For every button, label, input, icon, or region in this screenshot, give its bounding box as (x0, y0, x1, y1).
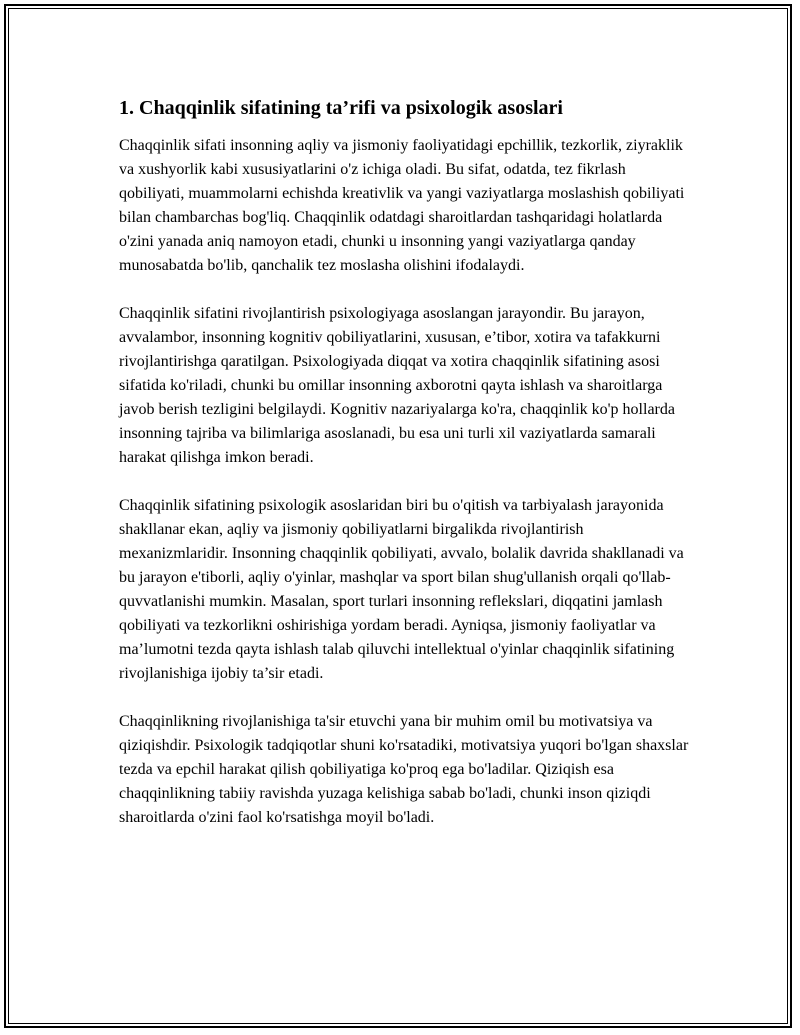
paragraph-2: Chaqqinlik sifatini rivojlantirish psixologiyaga asoslangan jarayondir. Bu jarayon, avvalambor, insonning kognitiv qobiliyatlarini, xususan, e’tibor, xotira va tafakkurni rivojlantirishga qaratilgan. Psixologiyada diqqat va xotira chaqqinlik sifatining asosi sifatida ko'riladi, chunki bu omillar insonning axborotni qayta ishlash va sharoitlarga javob berish tezligini belgilaydi. Kognitiv nazariyalarga ko'ra, chaqqinlik ko'p hollarda insonning tajriba va bilimlariga asoslanadi, bu esa uni turli xil vaziyatlarda samarali harakat qilishga imkon beradi. (119, 305, 675, 466)
paragraph-4: Chaqqinlikning rivojlanishiga ta'sir etuvchi yana bir muhim omil bu motivatsiya va qiziqishdir. Psixologik tadqiqotlar shuni ko'rsatadiki, motivatsiya yuqori bo'lgan shaxslar tezda va epchil harakat qilish qobiliyatiga ko'proq ega bo'ladilar. Qiziqish esa chaqqinlikning tabiiy ravishda yuzaga kelishiga sabab bo'ladi, chunki inson qiziqdi sharoitlarda o'zini faol ko'rsatishga moyil bo'ladi. (119, 713, 689, 826)
paragraph-3: Chaqqinlik sifatining psixologik asoslaridan biri bu o'qitish va tarbiyalash jarayonida shakllanar ekan, aqliy va jismoniy qobiliyatlarni birgalikda rivojlantirish mexanizmlaridir. Insonning chaqqinlik qobiliyati, avvalo, bolalik davrida shakllanadi va bu jarayon e'tiborli, aqliy o'yinlar, mashqlar va sport bilan shug'ullanish orqali qo'llab-quvvatlanishi mumkin. Masalan, sport turlari insonning reflekslari, diqqatini jamlash qobiliyati va tezkorlikni oshirishiga yordam beradi. Ayniqsa, jismoniy faoliyatlar va ma’lumotni tezda qayta ishlash talab qiluvchi intellektual o'yinlar chaqqinlik sifatining rivojlanishiga ijobiy ta’sir etadi. (119, 497, 684, 682)
paragraph-1: Chaqqinlik sifati insonning aqliy va jismoniy faoliyatidagi epchillik, tezkorlik, ziyraklik va xushyorlik kabi xususiyatlarini o'z ichiga oladi. Bu sifat, odatda, tez fikrlash qobiliyati, muammolarni echishda kreativlik va yangi vaziyatlarga moslashish qobiliyati bilan chambarchas bog'liq. Chaqqinlik odatdagi sharoitlardan tashqaridagi holatlarda o'zini yanada aniq namoyon etadi, chunki u insonning yangi vaziyatlarga qanday munosabatda bo'lib, qanchalik tez moslasha olishini ifodalaydi. (119, 137, 685, 274)
document-body (119, 96, 689, 854)
section-heading: 1. Chaqqinlik sifatining ta’rifi va psixologik asoslari (119, 97, 563, 119)
